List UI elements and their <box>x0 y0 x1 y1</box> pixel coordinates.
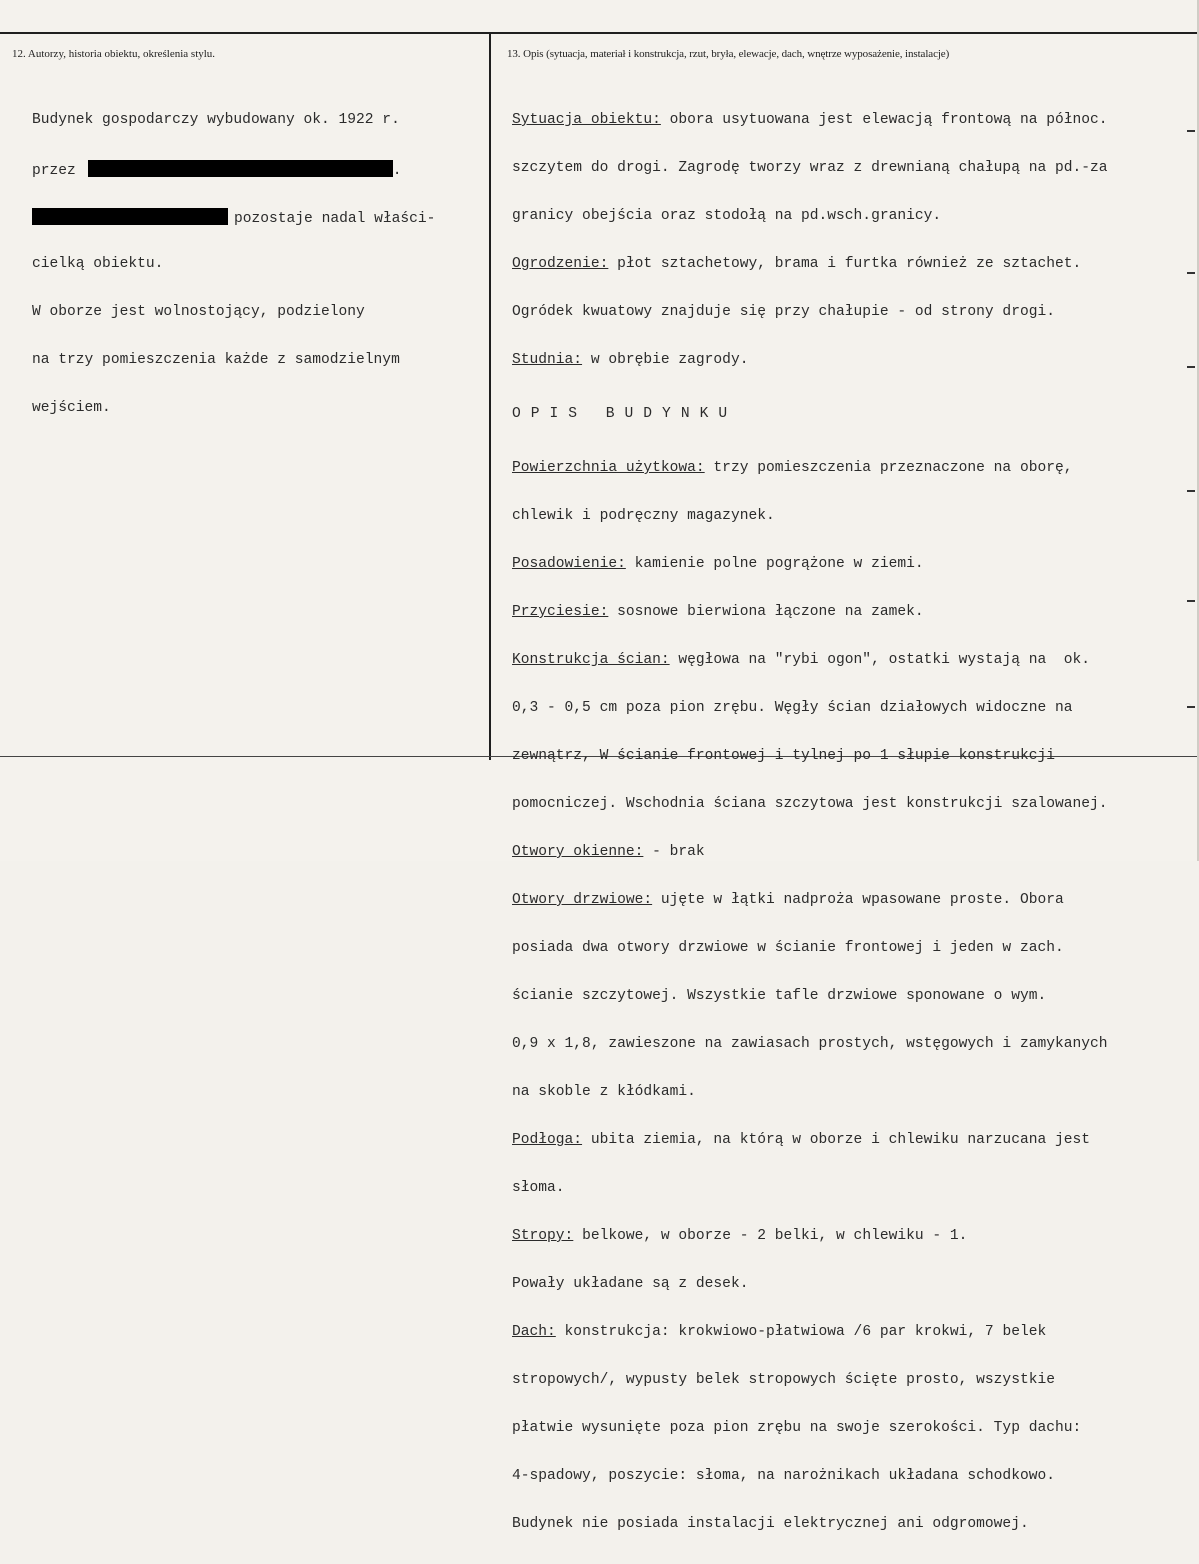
field-text: węgłowa na "rybi ogon", ostatki wystają na ok. <box>669 652 1091 668</box>
field-text: konstrukcja: krokwiowo-płatwiowa /6 par krokwi, 7 belek <box>555 1324 1047 1340</box>
description-line: na skoble z kłódkami. <box>512 1084 696 1100</box>
margin-mark <box>1187 600 1195 602</box>
field-label-studnia: Studnia: <box>512 352 583 368</box>
margin-mark <box>1187 366 1195 368</box>
history-line <box>32 160 435 179</box>
history-line: cielką obiektu. <box>32 256 164 272</box>
field-label-drzwiowe: Otwory drzwiowe: <box>512 892 653 908</box>
margin-mark <box>1187 130 1195 132</box>
description-line: 0,9 x 1,8, zawieszone na zawiasach prostych, wstęgowych i zamykanych <box>512 1036 1108 1052</box>
field-label-konstrukcja: Konstrukcja ścian: <box>512 652 670 668</box>
description-line <box>512 460 1108 476</box>
description-line <box>512 652 1108 668</box>
history-line: wejściem. <box>32 400 111 416</box>
description-line: słoma. <box>512 1180 565 1196</box>
section-13-text <box>512 80 1108 1564</box>
description-line <box>512 892 1108 908</box>
field-text: ubita ziemia, na którą w oborze i chlewiku narzucana jest <box>582 1132 1091 1148</box>
field-label-podloga: Podłoga: <box>512 1132 583 1148</box>
section-12-text <box>32 80 435 448</box>
description-line <box>512 1228 1108 1244</box>
description-line: granicy obejścia oraz stodołą na pd.wsch.granicy. <box>512 208 942 224</box>
margin-mark <box>1187 272 1195 274</box>
history-text: pozostaje nadal właści- <box>234 211 436 227</box>
field-label-posadowienie: Posadowienie: <box>512 556 626 572</box>
description-line <box>512 112 1108 128</box>
margin-mark <box>1187 490 1195 492</box>
margin-mark <box>1187 706 1195 708</box>
description-line: stropowych/, wypusty belek stropowych ścięte prosto, wszystkie <box>512 1372 1055 1388</box>
field-text: w obrębie zagrody. <box>582 352 749 368</box>
field-text: płot sztachetowy, brama i furtka również ze sztachet. <box>608 256 1082 272</box>
field-text: belkowe, w oborze - 2 belki, w chlewiku - 1. <box>573 1228 968 1244</box>
description-line: Ogródek kwuatowy znajduje się przy chałupie - od strony drogi. <box>512 304 1055 320</box>
field-label-przyciesie: Przyciesie: <box>512 604 609 620</box>
section-13-header: 13. Opis (sytuacja, materiał i konstrukcja, rzut, bryła, elewacje, dach, wnętrze wyposażenie, instalacje) <box>507 48 950 60</box>
field-label-ogrodzenie: Ogrodzenie: <box>512 256 609 272</box>
redaction-bar <box>32 208 228 225</box>
description-line: płatwie wysunięte poza pion zrębu na swoje szerokości. Typ dachu: <box>512 1420 1082 1436</box>
description-line <box>512 1132 1108 1148</box>
description-line <box>512 256 1108 272</box>
field-label-stropy: Stropy: <box>512 1228 574 1244</box>
field-label-sytuacja: Sytuacja obiektu: <box>512 112 661 128</box>
history-line: W oborze jest wolnostojący, podzielony <box>32 304 365 320</box>
field-text: trzy pomieszczenia przeznaczone na oborę, <box>704 460 1073 476</box>
section-12-header: 12. Autorzy, historia obiektu, określenia stylu. <box>12 48 216 60</box>
section-heading: OPIS BUDYNKU <box>512 406 738 422</box>
field-text: ujęte w łątki nadproża wpasowane proste. Obora <box>652 892 1064 908</box>
history-line: Budynek gospodarczy wybudowany ok. 1922 r. <box>32 112 400 128</box>
description-line <box>512 556 1108 572</box>
field-text: kamienie polne pogrążone w ziemi. <box>625 556 924 572</box>
description-line: 4-spadowy, poszycie: słoma, na narożnikach układana schodkowo. <box>512 1468 1055 1484</box>
field-text: - brak <box>643 844 705 860</box>
column-divider <box>489 32 491 760</box>
redaction-bar <box>88 160 393 177</box>
description-line <box>512 604 1108 620</box>
field-label-okienne: Otwory okienne: <box>512 844 644 860</box>
description-line: 0,3 - 0,5 cm poza pion zrębu. Węgły ścian działowych widoczne na <box>512 700 1073 716</box>
description-line <box>512 844 1108 860</box>
description-line: zewnątrz, W ścianie frontowej i tylnej po 1 słupie konstrukcji <box>512 748 1055 764</box>
description-line <box>512 1324 1108 1340</box>
description-line: Budynek nie posiada instalacji elektrycznej ani odgromowej. <box>512 1516 1029 1532</box>
description-line: chlewik i podręczny magazynek. <box>512 508 775 524</box>
description-line: pomocniczej. Wschodnia ściana szczytowa jest konstrukcji szalowanej. <box>512 796 1108 812</box>
history-text: . <box>392 163 402 179</box>
description-line <box>512 352 1108 368</box>
history-text: przez <box>32 163 76 179</box>
field-text: sosnowe bierwiona łączone na zamek. <box>608 604 924 620</box>
field-label-dach: Dach: <box>512 1324 556 1340</box>
description-line: posiada dwa otwory drzwiowe w ścianie frontowej i jeden w zach. <box>512 940 1064 956</box>
history-line: na trzy pomieszczenia każde z samodzielnym <box>32 352 400 368</box>
field-label-powierzchnia: Powierzchnia użytkowa: <box>512 460 705 476</box>
field-text: obora usytuowana jest elewacją frontową na północ. <box>660 112 1108 128</box>
description-line: Powały układane są z desek. <box>512 1276 749 1292</box>
description-line: szczytem do drogi. Zagrodę tworzy wraz z drewnianą chałupą na pd.-za <box>512 160 1108 176</box>
description-line: ścianie szczytowej. Wszystkie tafle drzwiowe sponowane o wym. <box>512 988 1047 1004</box>
history-line <box>32 208 436 227</box>
top-rule <box>0 32 1199 34</box>
